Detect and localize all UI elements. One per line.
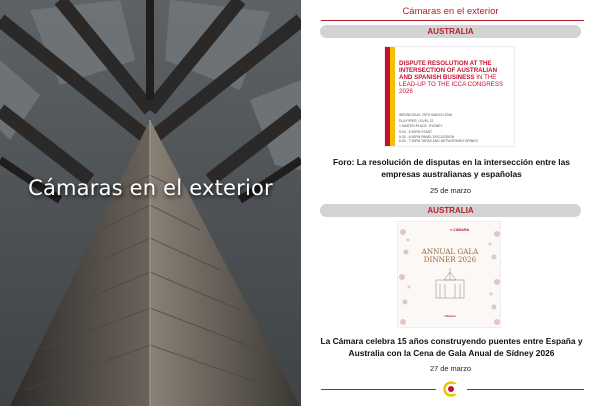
footer-divider-right: [467, 389, 584, 390]
cover-title: Cámaras en el exterior: [28, 176, 273, 200]
gala-heading: ANNUAL GALA DINNER 2026: [421, 247, 479, 264]
news-date: 25 de marzo: [429, 186, 472, 195]
sponsor-logo: Cámara: [444, 314, 456, 318]
section-title: Cámaras en el exterior: [402, 6, 499, 17]
flyer-details: WEDNESDAY, 25TH MARCH 2026 DLA PIPER, LEVEL 22 1 MARTIN PLACE, SYDNEY 5:00 - 5:30PM START 5:30 - 6:30PM PANEL DISCUSSION 6:30 - 7:30PM TAPAS AND NETWORKING DRINKS: [399, 113, 478, 144]
camara-logo-icon: [443, 380, 459, 400]
header-divider: [321, 20, 584, 21]
news-date: 27 de marzo: [429, 364, 472, 373]
event-flyer-image[interactable]: [384, 46, 515, 147]
floral-border-decoration: [398, 222, 501, 328]
news-page: [301, 0, 600, 406]
news-title-link[interactable]: La Cámara celebra 15 años construyendo puentes entre España y Australia con la Cena de Gala Anual de Sídney 2026: [320, 336, 583, 358]
camara-logo-icon: ● CÁMARA: [450, 228, 470, 232]
gala-flyer-image[interactable]: [397, 221, 501, 328]
country-badge: AUSTRALIA: [320, 25, 581, 38]
flyer-title: DISPUTE RESOLUTION AT THE INTERSECTION OF AUSTRALIAN AND SPANISH BUSINESS IN THE LEAD-UP TO THE ICCA CONGRESS 2026: [399, 60, 504, 95]
footer-divider-left: [321, 389, 436, 390]
country-badge: AUSTRALIA: [320, 204, 581, 217]
news-title-link[interactable]: Foro: La resolución de disputas en la intersección entre las empresas australianas y españolas: [333, 157, 570, 179]
